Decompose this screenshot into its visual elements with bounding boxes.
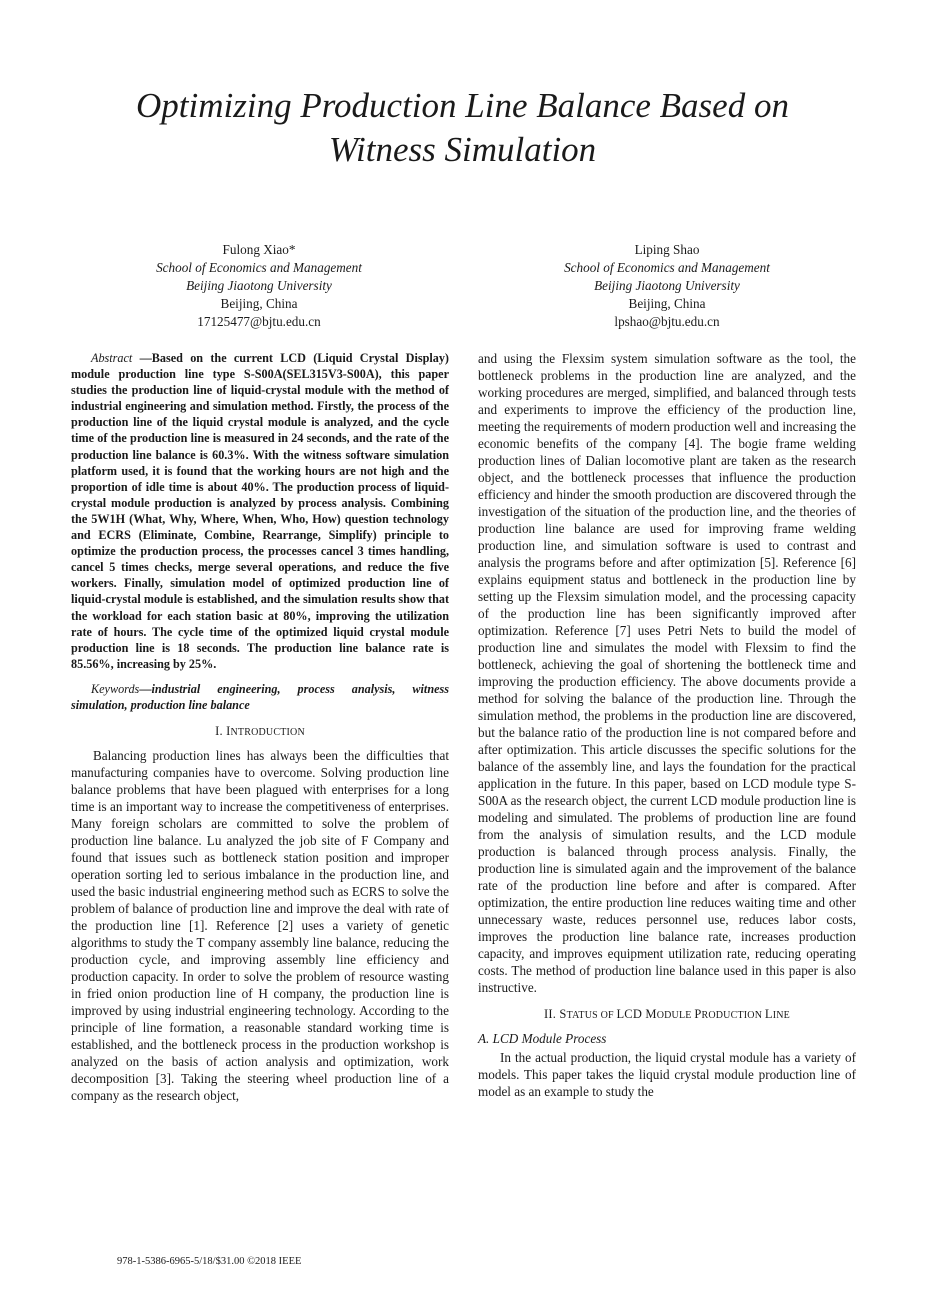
author-department: School of Economics and Management xyxy=(564,260,770,275)
title-line-2: Witness Simulation xyxy=(328,130,597,169)
body-paragraph: In the actual production, the liquid crystal module has a variety of models. This paper takes the liquid crystal module production line of model as an example to study the xyxy=(478,1050,856,1099)
section-heading-status: II. STATUS OF LCD MODULE PRODUCTION LINE xyxy=(544,1007,790,1021)
abstract xyxy=(71,350,449,672)
right-column xyxy=(478,350,856,1100)
author-city: Beijing, China xyxy=(220,296,298,311)
author-name: Fulong Xiao* xyxy=(222,242,296,257)
keywords-label: Keywords xyxy=(91,681,140,696)
left-column xyxy=(71,350,449,1104)
keywords-text: —industrial engineering, process analysis, witness simulation, production line balance xyxy=(71,681,449,712)
author-university: Beijing Jiaotong University xyxy=(186,278,332,293)
abstract-text: —Based on the current LCD (Liquid Crystal Display) module production line type S-S00A(SEL315V3-S00A), this paper studies the production line of liquid-crystal module with the method of industrial engineering and simulation method. Firstly, the process of the production line of the liquid crystal module is analyzed, and the cycle time of the production line is measured in 24 seconds, and the rate of the production line balance is 60.3%. With the witness software simulation platform used, it is found that the working hours are not high and the proportion of idle time is about 40%. The production process of liquid-crystal module production is analyzed by process analysis. Combining the 5W1H (What, Why, Where, When, Who, How) question technology and ECRS (Eliminate, Combine, Rearrange, Simplify) principle to optimize the production process, the processes cancel 3 times handling, cancel 5 times checks, merge several operations, and reduce the five workers. Finally, simulation model of optimized production line of liquid-crystal module is established, and the simulation results show that the workload for each station basic at 80%, improving the utilization rate of hours. The cycle time of the optimized liquid crystal module production line is 18 seconds. The production line balance rate is 85.56%, increasing by 25%. xyxy=(71,351,449,671)
copyright-footer: 978-1-5386-6965-5/18/$31.00 ©2018 IEEE xyxy=(117,1256,302,1267)
author-block-1 xyxy=(94,241,424,331)
author-name: Liping Shao xyxy=(634,242,700,257)
author-block-2 xyxy=(502,241,832,331)
author-department: School of Economics and Management xyxy=(156,260,362,275)
abstract-label: Abstract xyxy=(91,351,133,365)
title-line-1: Optimizing Production Line Balance Based on xyxy=(136,86,789,125)
author-email[interactable]: 17125477@bjtu.edu.cn xyxy=(197,314,321,329)
author-city: Beijing, China xyxy=(628,296,706,311)
body-paragraph: and using the Flexsim system simulation software as the tool, the bottleneck problems in the production line are analyzed, and the working procedures are merged, simplified, and balanced through tests and experiments to improve the efficiency of the production line, meeting the requirements of modern production well and increasing the economic benefits of the company [4]. The bogie frame welding production lines of Dalian locomotive plant are taken as the research object, and the bottleneck processes that influence the production efficiency and hinder the smooth production are discovered through the investigation of the situation of the production line, and the theories of production line balance are used for improving frame welding production line, and simulation software is used to contrast and analysis the programs before and after optimization [5]. Reference [6] explains equipment status and bottleneck in the production line by setting up the Flexsim simulation model, and the processing capacity of the production line has been significantly improved after optimization. Reference [7] uses Petri Nets to build the model of production line and simulates the model with Flexsim to find the bottleneck, achieving the goal of shortening the bottleneck time and improving the production efficiency. The above documents provide a method for solving the balance of the production line. Through the simulation method, the problems in the production line are discovered, but the balance ratio of the production line is not compared before and after optimization. This article discusses the specific solutions for the balance of the assembly line, and lays the foundation for the practical application in the future. In this paper, based on LCD module type S-S00A as the research object, the current LCD module production line is modeling and simulated. The problems of production line are found from the analysis of simulation results, and the LCD module production is balanced through process analysis. Finally, the production line is simulated again and the improvement of the balance rate of the production line before and after is compared. After optimization, the entire production line reduces waiting time and other unnecessary waste, reduces personnel use, reduces labor costs, improves the production line balance rate, increases production capacity, and improves equipment utilization rate, reducing operating costs. The method of production line balance used in this paper is also instructive. xyxy=(478,351,856,995)
intro-paragraph: Balancing production lines has always been the difficulties that manufacturing companies have to overcome. Solving production line balance problems that have been plagued with enterprises for a long time is an important way to increase the competitiveness of enterprises. Many foreign scholars are committed to solve the problem of production line balance. Lu analyzed the job site of F Company and found that issues such as bottleneck station position and improper operation sorting led to serious imbalance in the production line, and used the basic industrial engineering method such as ECRS to solve the problem of balance of production line and improve the deal with rate of the production line [1]. Reference [2] uses a variety of genetic algorithms to study the T company assembly line balance, reducing the production cycle, and improving assembly line efficiency and production capacity. In order to solve the problem of resource wasting in fried onion production line of H company, the production line is improved by using industrial engineering technology. According to the principle of line formation, a reasonable standard working time is established, and the bottleneck process in the production workshop is analyzed on the basis of action analysis and optimization, work decomposition [3]. Taking the steering wheel production line of a company as the research object, xyxy=(71,747,449,1103)
author-email[interactable]: lpshao@bjtu.edu.cn xyxy=(614,314,720,329)
author-university: Beijing Jiaotong University xyxy=(594,278,740,293)
section-heading-introduction: I. INTRODUCTION xyxy=(215,723,305,738)
subsection-heading: A. LCD Module Process xyxy=(478,1031,607,1046)
keywords xyxy=(71,681,449,713)
paper-title xyxy=(60,84,865,172)
